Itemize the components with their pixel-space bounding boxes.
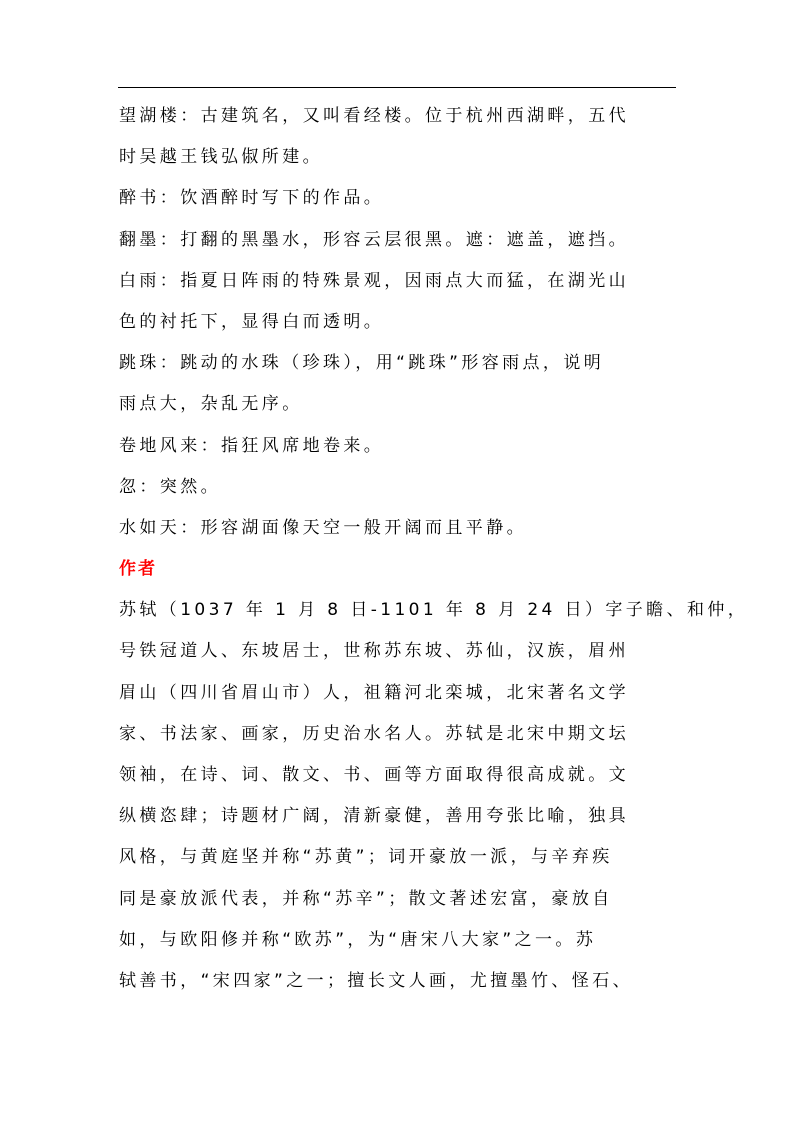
note-tiaozhu: [119, 343, 679, 425]
text-line: 苏轼（1037 年 1 月 8 日-1101 年 8 月 24 日）字子瞻、和仲，: [119, 600, 749, 621]
note-zuishu: [119, 178, 679, 219]
text-line: 水如天：形容湖面像天空一般开阔而且平静。: [119, 517, 527, 538]
note-wanghulou: [119, 96, 679, 178]
text-line: 忽：突然。: [119, 476, 221, 497]
document-body: [119, 96, 749, 1002]
text-line: 雨点大，杂乱无序。: [119, 394, 303, 415]
text-line: 如，与欧阳修并称“欧苏”，为“唐宋八大家”之一。苏: [119, 929, 597, 950]
text-line: 家、书法家、画家，历史治水名人。苏轼是北宋中期文坛: [119, 723, 629, 744]
text-line: 醉书：饮酒醉时写下的作品。: [119, 188, 385, 209]
text-line: 白雨：指夏日阵雨的特殊景观，因雨点大而猛，在湖光山: [119, 270, 629, 291]
text-line: 领袖，在诗、词、散文、书、画等方面取得很高成就。文: [119, 765, 629, 785]
section-heading-author: 作者: [119, 559, 157, 580]
header-rule: [118, 87, 676, 88]
text-line: 轼善书，“宋四家”之一；擅长文人画，尤擅墨竹、怪石、: [119, 970, 634, 991]
author-paragraph: [119, 590, 749, 1002]
note-juandifenglai: [119, 426, 679, 467]
text-line: 号铁冠道人、东坡居士，世称苏东坡、苏仙，汉族，眉州: [119, 641, 629, 662]
text-line: 卷地风来：指狂风席地卷来。: [119, 435, 385, 456]
text-line: 同是豪放派代表，并称“苏辛”；散文著述宏富，豪放自: [119, 888, 613, 909]
text-line: 风格，与黄庭坚并称“苏黄”；词开豪放一派，与辛弃疾: [119, 847, 613, 868]
text-line: 纵横恣肆；诗题材广阔，清新豪健，善用夸张比喻，独具: [119, 806, 629, 827]
note-hu: [119, 467, 679, 508]
note-shurutian: [119, 508, 679, 549]
text-line: 翻墨：打翻的黑墨水，形容云层很黑。遮：遮盖，遮挡。: [119, 229, 629, 250]
text-line: 色的衬托下，显得白而透明。: [119, 311, 385, 332]
text-line: 望湖楼：古建筑名，又叫看经楼。位于杭州西湖畔，五代: [119, 106, 629, 126]
note-fanmo: [119, 220, 679, 261]
note-baiyu: [119, 261, 679, 343]
text-line: 眉山（四川省眉山市）人，祖籍河北栾城，北宋著名文学: [119, 682, 629, 703]
text-line: 时吴越王钱弘俶所建。: [119, 147, 323, 168]
text-line: 跳珠：跳动的水珠（珍珠），用“跳珠”形容雨点，说明: [119, 353, 605, 374]
